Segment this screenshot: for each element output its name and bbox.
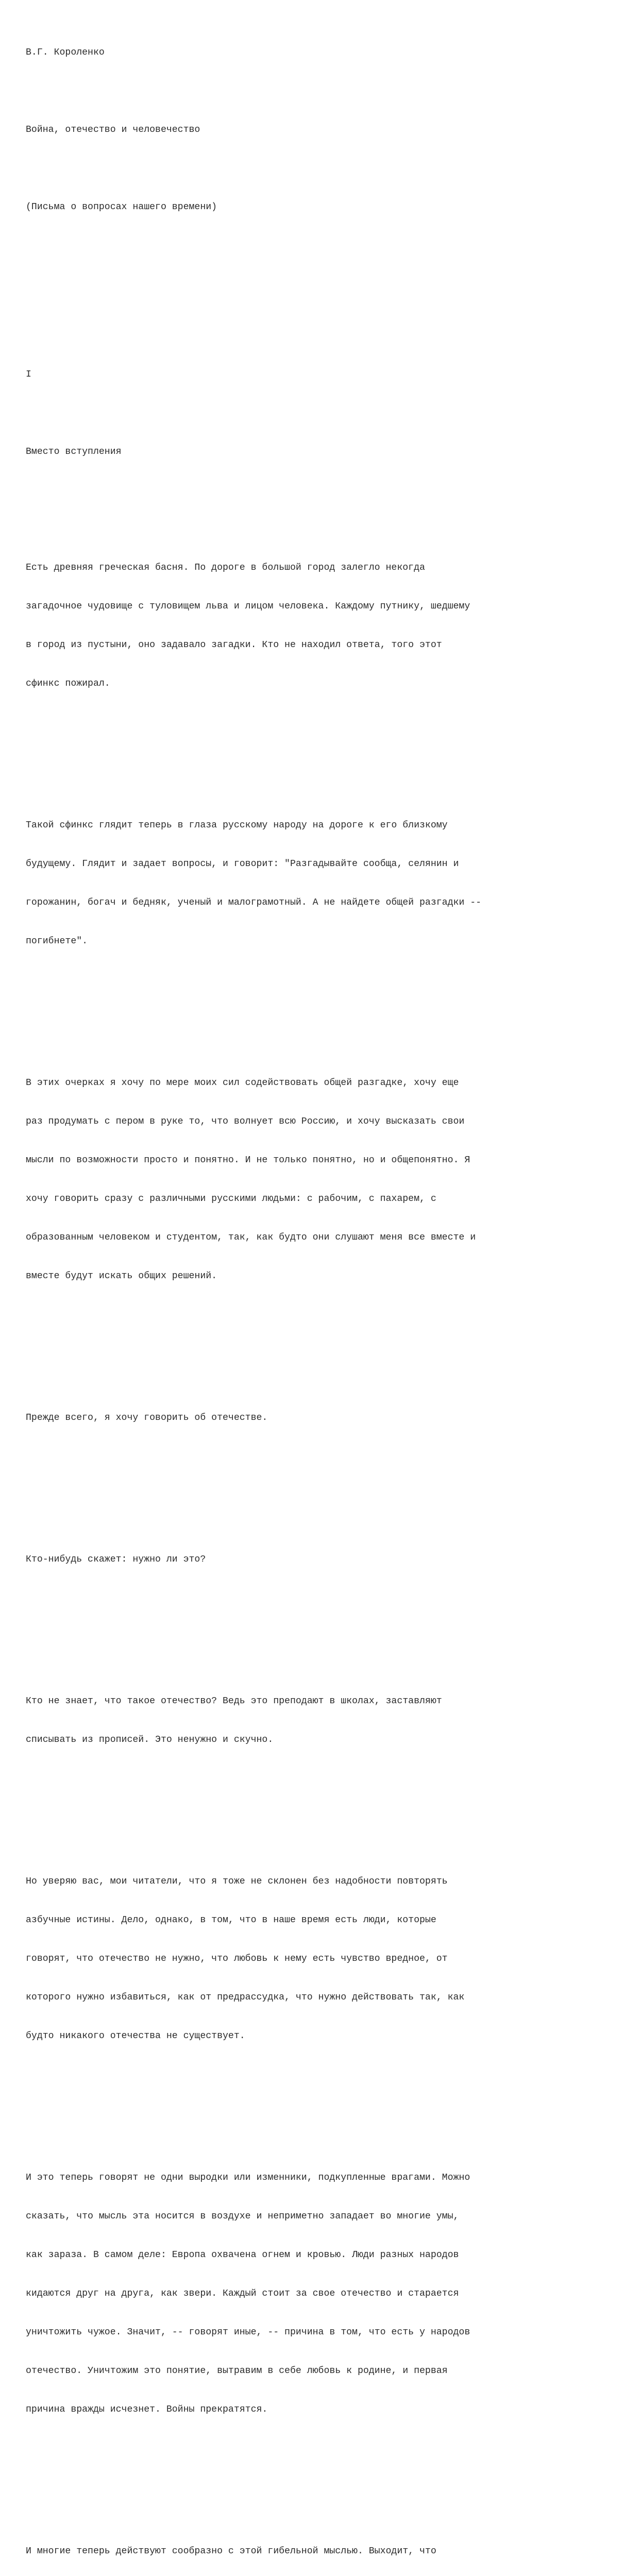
- text-line: мысли по возможности просто и понятно. И не только понятно, но и общепонятно. Я: [26, 1155, 470, 1165]
- text-line: Кто-нибудь скажет: нужно ли это?: [26, 1554, 206, 1565]
- text-line: списывать из прописей. Это ненужно и скучно.: [26, 1735, 274, 1745]
- spacer: [26, 240, 613, 265]
- text-line: горожанин, богач и бедняк, ученый и малограмотный. А не найдете общей разгадки --: [26, 897, 482, 908]
- paragraph: [26, 1850, 613, 2069]
- paragraph: [26, 2146, 613, 2442]
- spacer: [26, 1618, 613, 1631]
- text-line: вместе будут искать общих решений.: [26, 1271, 217, 1281]
- text-line: погибнете".: [26, 936, 88, 946]
- text-line: будущему. Глядит и задает вопросы, и говорит: "Разгадывайте сообща, селянин и: [26, 859, 459, 869]
- text-line: сказать, что мысль эта носится в воздухе и неприметно западает во многие умы,: [26, 2211, 459, 2222]
- spacer: [26, 2094, 613, 2107]
- text-line: раз продумать с пером в руке то, что волнует всю Россию, и хочу высказать свои: [26, 1116, 465, 1127]
- paragraph: [26, 793, 613, 974]
- spacer: [26, 85, 613, 98]
- text-line: уничтожить чужое. Значит, -- говорят иные, -- причина в том, что есть у народов: [26, 2327, 470, 2337]
- text-line: И многие теперь действуют сообразно с этой гибельной мыслью. Выходит, что: [26, 2546, 436, 2556]
- section-1: [26, 343, 613, 2576]
- text-line: говорят, что отечество не нужно, что любовь к нему есть чувство вредное, от: [26, 1954, 448, 1964]
- text-line: Прежде всего, я хочу говорить об отечестве.: [26, 1413, 268, 1423]
- document-title: Война, отечество и человечество: [26, 125, 200, 135]
- text-line: как зараза. В самом деле: Европа охвачена огнем и кровью. Люди разных народов: [26, 2250, 459, 2260]
- text-line: И это теперь говорят не одни выродки или изменники, подкупленные врагами. Можно: [26, 2173, 470, 2183]
- spacer: [26, 407, 613, 420]
- section-heading: Вместо вступления: [26, 447, 122, 457]
- text-line: Но уверяю вас, мои читатели, что я тоже не склонен без надобности повторять: [26, 1876, 448, 1887]
- paragraph: [26, 2519, 613, 2576]
- paragraph: [26, 1051, 613, 1309]
- text-line: В этих очерках я хочу по мере моих сил содействовать общей разгадке, хочу еще: [26, 1078, 459, 1088]
- spacer: [26, 742, 613, 755]
- document-subtitle: (Письма о вопросах нашего времени): [26, 202, 217, 212]
- paragraph: [26, 536, 613, 716]
- text-line: образованным человеком и студентом, так, как будто они слушают меня все вместе и: [26, 1232, 476, 1243]
- paragraph: [26, 1669, 613, 1772]
- spacer: [26, 162, 613, 175]
- text-line: хочу говорить сразу с различными русскими людьми: с рабочим, с пахарем, с: [26, 1194, 436, 1204]
- spacer: [26, 999, 613, 1012]
- spacer: [26, 291, 613, 304]
- spacer: [26, 484, 613, 497]
- text-line: будто никакого отечества не существует.: [26, 2031, 245, 2041]
- author-line: В.Г. Короленко: [26, 47, 105, 58]
- text-line: Кто не знает, что такое отечество? Ведь это преподают в школах, заставляют: [26, 1696, 442, 1706]
- paragraph: [26, 1386, 613, 1450]
- spacer: [26, 1334, 613, 1347]
- paragraph: [26, 1528, 613, 1592]
- text-line: причина вражды исчезнет. Войны прекратятся.: [26, 2404, 268, 2415]
- text-line: Такой сфинкс глядит теперь в глаза русскому народу на дороге к его близкому: [26, 820, 448, 831]
- text-line: сфинкс пожирал.: [26, 679, 110, 689]
- text-line: загадочное чудовище с туловищем льва и лицом человека. Каждому путнику, шедшему: [26, 601, 470, 612]
- spacer: [26, 1476, 613, 1489]
- text-line: кидаются друг на друга, как звери. Каждый стоит за свое отечество и старается: [26, 2289, 459, 2299]
- text-line: Есть древняя греческая басня. По дороге в большой город залегло некогда: [26, 563, 425, 573]
- section-numeral: I: [26, 369, 31, 380]
- document-page: [26, 21, 613, 2576]
- text-line: в город из пустыни, оно задавало загадки. Кто не находил ответа, того этот: [26, 640, 442, 650]
- text-line: которого нужно избавиться, как от предрассудка, что нужно действовать так, как: [26, 1992, 465, 2003]
- text-line: азбучные истины. Дело, однако, в том, что в наше время есть люди, которые: [26, 1915, 436, 1925]
- spacer: [26, 1798, 613, 1811]
- text-line: отечество. Уничтожим это понятие, вытравим в себе любовь к родине, и первая: [26, 2366, 448, 2376]
- spacer: [26, 2468, 613, 2481]
